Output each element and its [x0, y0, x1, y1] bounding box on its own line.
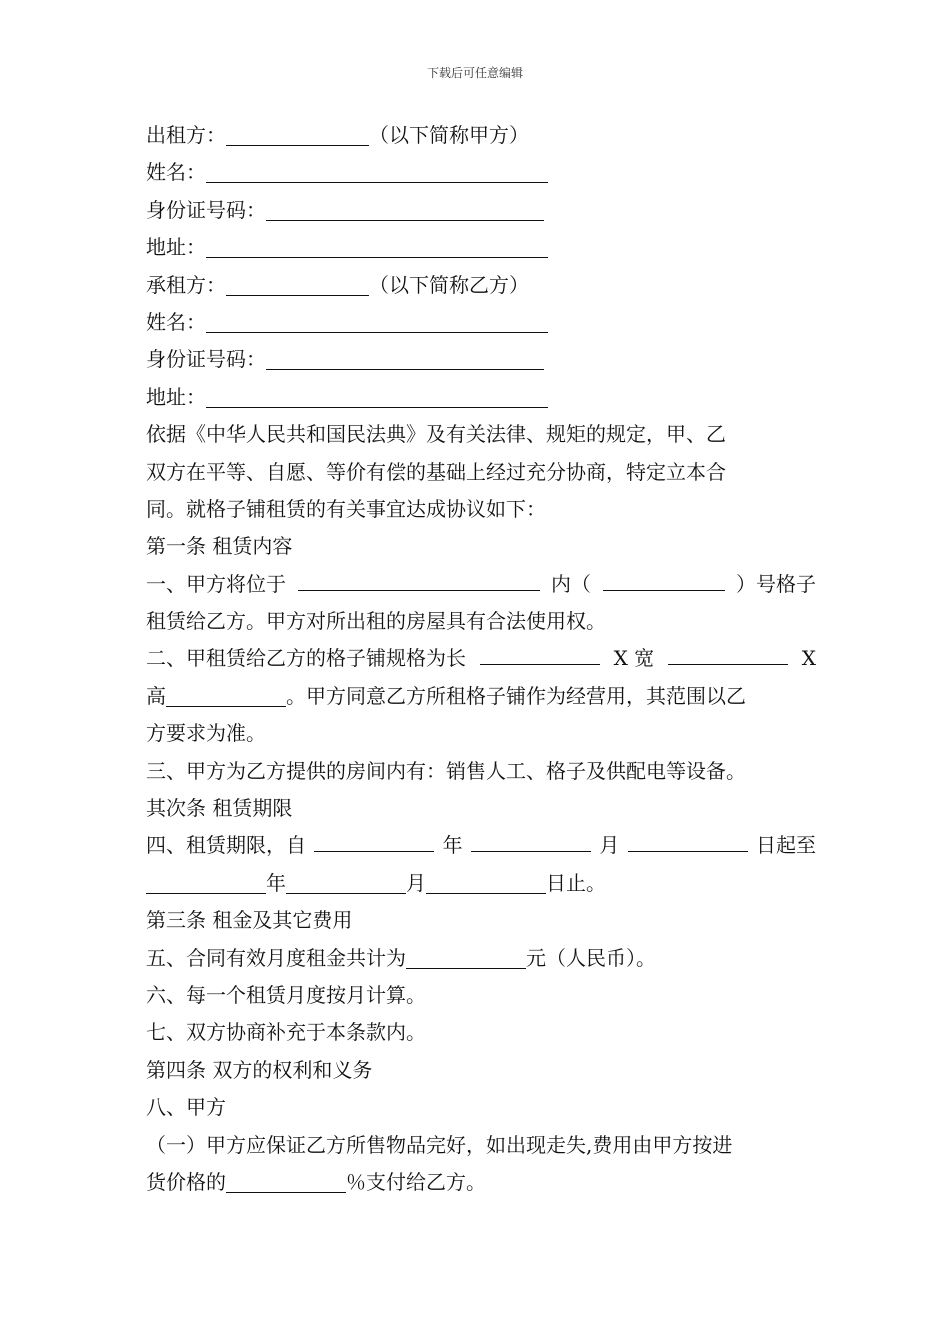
- lessor-address-blank[interactable]: [206, 233, 548, 258]
- stall-number-blank[interactable]: [603, 566, 725, 591]
- location-blank[interactable]: [298, 566, 540, 591]
- lessee-id-blank[interactable]: [266, 345, 544, 370]
- intro-line-3: 同。就格子铺租赁的有关事宜达成协议如下：: [146, 496, 546, 521]
- clause-2-text-e: 。甲方同意乙方所租格子铺作为经营用，其范围以乙: [286, 683, 746, 708]
- lessor-id-blank[interactable]: [266, 196, 544, 221]
- page-header: 下载后可任意编辑: [426, 66, 523, 80]
- clause-1-line-2: 租赁给乙方。甲方对所出租的房屋具有合法使用权。: [146, 609, 606, 634]
- lessee-suffix: （以下简称乙方）: [369, 272, 529, 297]
- article-4-title: 第四条 双方的权利和义务: [146, 1057, 373, 1082]
- contract-body: [146, 117, 816, 1201]
- clause-4-text-c: 日止。: [546, 870, 606, 895]
- lessor-id-label: 身份证号码：: [146, 197, 266, 222]
- lessee-label: 承租方：: [146, 272, 226, 297]
- clause-2-line-2: [146, 678, 816, 715]
- lessee-id-label: 身份证号码：: [146, 347, 266, 372]
- clause-4-text-b: 日起至: [755, 833, 816, 858]
- clause-4-line-1: [146, 827, 816, 864]
- lessor-id-line: [146, 192, 816, 229]
- clause-1-text-c: ）号格子: [736, 571, 816, 596]
- clause-2-text-b: X 宽: [613, 646, 655, 671]
- length-blank[interactable]: [480, 640, 600, 665]
- lessor-name-blank[interactable]: [206, 158, 548, 183]
- lessee-line: [146, 267, 816, 304]
- start-month-blank[interactable]: [471, 827, 591, 852]
- clause-5: [146, 940, 816, 977]
- lessor-label: 出租方：: [146, 123, 226, 147]
- end-month-label: 月: [406, 870, 426, 895]
- end-month-blank[interactable]: [286, 869, 406, 894]
- lessor-line: [146, 117, 816, 154]
- lessor-blank[interactable]: [226, 121, 369, 146]
- article-1-title: 第一条 租赁内容: [146, 534, 293, 559]
- clause-2-text-d: 高: [146, 683, 166, 708]
- clause-8-1-text-b: ％支付给乙方。: [346, 1169, 486, 1194]
- end-year-blank[interactable]: [146, 869, 266, 894]
- lessee-id-line: [146, 341, 816, 378]
- lessee-name-line: [146, 304, 816, 341]
- article-2-title: 其次条 租赁期限: [146, 796, 293, 821]
- clause-8-1-line-1: （一）甲方应保证乙方所售物品完好，如出现走失,费用由甲方按进: [146, 1132, 733, 1157]
- lessee-name-label: 姓名：: [146, 309, 206, 334]
- clause-1-text-a: 一、甲方将位于: [146, 571, 286, 596]
- lessee-address-label: 地址：: [146, 384, 206, 409]
- lessor-name-label: 姓名：: [146, 160, 206, 185]
- clause-7: 七、双方协商补充于本条款内。: [146, 1020, 426, 1045]
- clause-2-text-c: X: [801, 646, 816, 671]
- lessor-address-line: [146, 229, 816, 266]
- clause-6: 六、每一个租赁月度按月计算。: [146, 982, 426, 1007]
- intro-line-2: 双方在平等、自愿、等价有偿的基础上经过充分协商，特定立本合: [146, 459, 726, 484]
- lessor-name-line: [146, 154, 816, 191]
- start-day-blank[interactable]: [628, 827, 748, 852]
- percentage-blank[interactable]: [226, 1168, 346, 1193]
- clause-3: 三、甲方为乙方提供的房间内有：销售人工、格子及供配电等设备。: [146, 758, 746, 783]
- clause-2-line-1: [146, 640, 816, 677]
- clause-4-text-a: 四、租赁期限，自: [146, 833, 306, 858]
- clause-8-1-line-2: [146, 1164, 816, 1201]
- width-blank[interactable]: [668, 640, 788, 665]
- clause-8: 八、甲方: [146, 1095, 226, 1120]
- lessee-blank[interactable]: [226, 271, 369, 296]
- end-day-blank[interactable]: [426, 869, 546, 894]
- start-month-label: 月: [599, 833, 620, 858]
- clause-5-text-b: 元（人民币）。: [526, 945, 656, 970]
- clause-2-text-a: 二、甲租赁给乙方的格子铺规格为长: [146, 646, 466, 671]
- rent-amount-blank[interactable]: [406, 944, 526, 969]
- clause-1-line-1: [146, 566, 816, 603]
- lessee-address-blank[interactable]: [206, 383, 548, 408]
- start-year-blank[interactable]: [314, 827, 434, 852]
- lessor-suffix: （以下简称甲方）: [369, 123, 529, 147]
- lessee-name-blank[interactable]: [206, 308, 548, 333]
- clause-1-text-b: 内（: [551, 571, 591, 596]
- start-year-label: 年: [442, 833, 463, 858]
- clause-8-1-text-a: 货价格的: [146, 1169, 226, 1194]
- intro-line-1: 依据《中华人民共和国民法典》及有关法律、规矩的规定，甲、乙: [146, 422, 726, 447]
- clause-2-line-3: 方要求为准。: [146, 721, 266, 746]
- lessor-address-label: 地址：: [146, 235, 206, 260]
- clause-4-line-2: [146, 865, 816, 902]
- lessee-address-line: [146, 379, 816, 416]
- end-year-label: 年: [266, 870, 286, 895]
- clause-5-text-a: 五、合同有效月度租金共计为: [146, 945, 406, 970]
- height-blank[interactable]: [166, 682, 286, 707]
- article-3-title: 第三条 租金及其它费用: [146, 908, 353, 933]
